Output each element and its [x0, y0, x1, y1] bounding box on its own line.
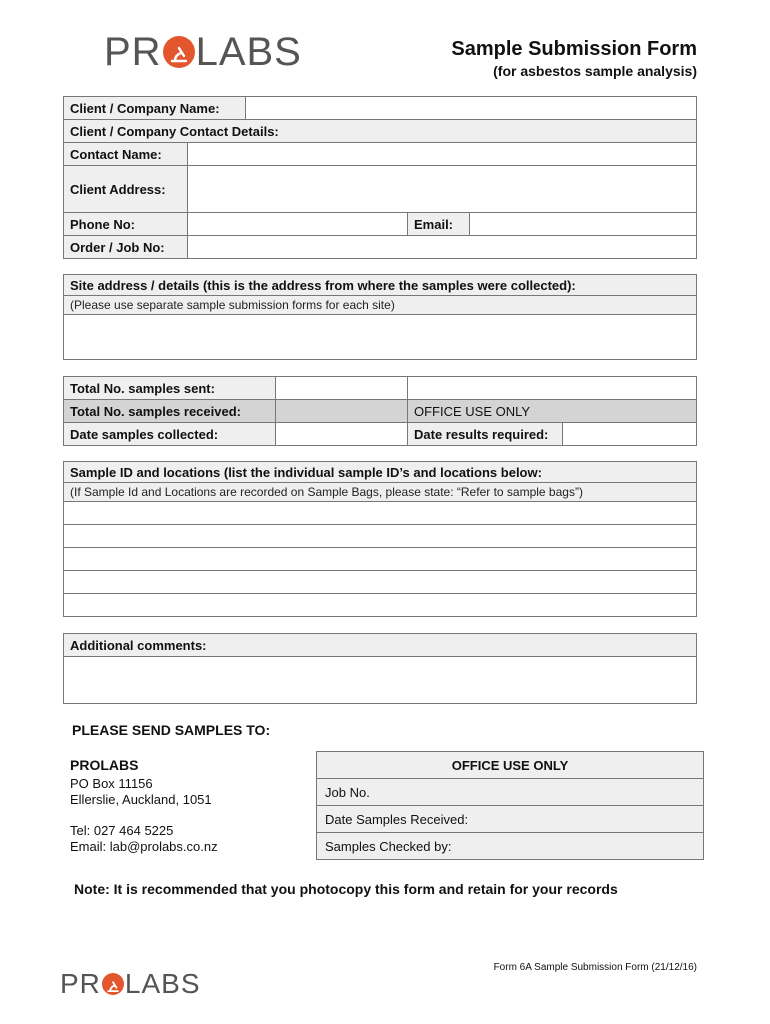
office-checked-by: Samples Checked by: [317, 833, 704, 860]
sample-ids-label: Sample ID and locations (list the individual sample ID’s and locations below: [64, 462, 697, 483]
site-address-table [63, 274, 697, 360]
date-required-field[interactable] [563, 423, 697, 446]
date-collected-field[interactable] [276, 423, 408, 446]
company-name-field[interactable] [246, 97, 697, 120]
company-name-label: Client / Company Name: [64, 97, 246, 120]
logo-text-left: PR [104, 30, 162, 74]
comments-label: Additional comments: [64, 634, 697, 657]
sample-count-table [63, 376, 697, 446]
footer-logo-microscope-icon [102, 973, 124, 995]
send-po-box: PO Box 11156 [70, 776, 153, 791]
client-address-label: Client Address: [64, 166, 188, 213]
sample-id-row[interactable] [64, 594, 697, 617]
contact-name-field[interactable] [188, 143, 697, 166]
sample-ids-note: (If Sample Id and Locations are recorded on Sample Bags, please state: “Refer to sample bags”) [64, 483, 697, 502]
office-job-no: Job No. [317, 779, 704, 806]
total-sent-label: Total No. samples sent: [64, 377, 276, 400]
prolabs-logo [104, 30, 302, 74]
sample-id-row[interactable] [64, 525, 697, 548]
contact-name-label: Contact Name: [64, 143, 188, 166]
form-title: Sample Submission Form [451, 38, 697, 60]
send-heading: PLEASE SEND SAMPLES TO: [72, 722, 271, 738]
comments-table [63, 633, 697, 704]
footer-logo-text-right: LABS [124, 968, 201, 999]
logo-microscope-icon [163, 36, 195, 68]
total-received-field [276, 400, 408, 423]
email-label: Email: [408, 213, 470, 236]
sample-id-row[interactable] [64, 571, 697, 594]
client-details-table [63, 96, 697, 259]
send-company: PROLABS [70, 757, 139, 773]
footer-logo-text-left: PR [60, 968, 101, 999]
site-address-note: (Please use separate sample submission forms for each site) [64, 296, 697, 315]
date-collected-label: Date samples collected: [64, 423, 276, 446]
order-field[interactable] [188, 236, 697, 259]
comments-field[interactable] [64, 657, 697, 704]
office-use-heading: OFFICE USE ONLY [317, 752, 704, 779]
send-email: Email: lab@prolabs.co.nz [70, 839, 218, 854]
order-label: Order / Job No: [64, 236, 188, 259]
client-address-field[interactable] [188, 166, 697, 213]
date-required-label: Date results required: [408, 423, 563, 446]
prolabs-footer-logo [60, 968, 201, 1000]
send-city: Ellerslie, Auckland, 1051 [70, 792, 212, 807]
sample-id-row[interactable] [64, 548, 697, 571]
form-code: Form 6A Sample Submission Form (21/12/16) [493, 962, 697, 973]
send-tel: Tel: 027 464 5225 [70, 823, 174, 838]
phone-label: Phone No: [64, 213, 188, 236]
office-date-received: Date Samples Received: [317, 806, 704, 833]
office-use-table [316, 751, 704, 860]
contact-details-label: Client / Company Contact Details: [64, 120, 697, 143]
total-received-label: Total No. samples received: [64, 400, 276, 423]
blank-cell [408, 377, 697, 400]
sample-ids-table [63, 461, 697, 617]
office-use-label: OFFICE USE ONLY [408, 400, 697, 423]
site-address-field[interactable] [64, 315, 697, 360]
sample-id-row[interactable] [64, 502, 697, 525]
form-subtitle: (for asbestos sample analysis) [493, 63, 697, 79]
photocopy-note: Note: It is recommended that you photocopy this form and retain for your records [74, 881, 618, 897]
site-address-label: Site address / details (this is the address from where the samples were collected): [64, 275, 697, 296]
total-sent-field[interactable] [276, 377, 408, 400]
phone-field[interactable] [188, 213, 408, 236]
logo-text-right: LABS [195, 30, 302, 74]
email-field[interactable] [470, 213, 697, 236]
